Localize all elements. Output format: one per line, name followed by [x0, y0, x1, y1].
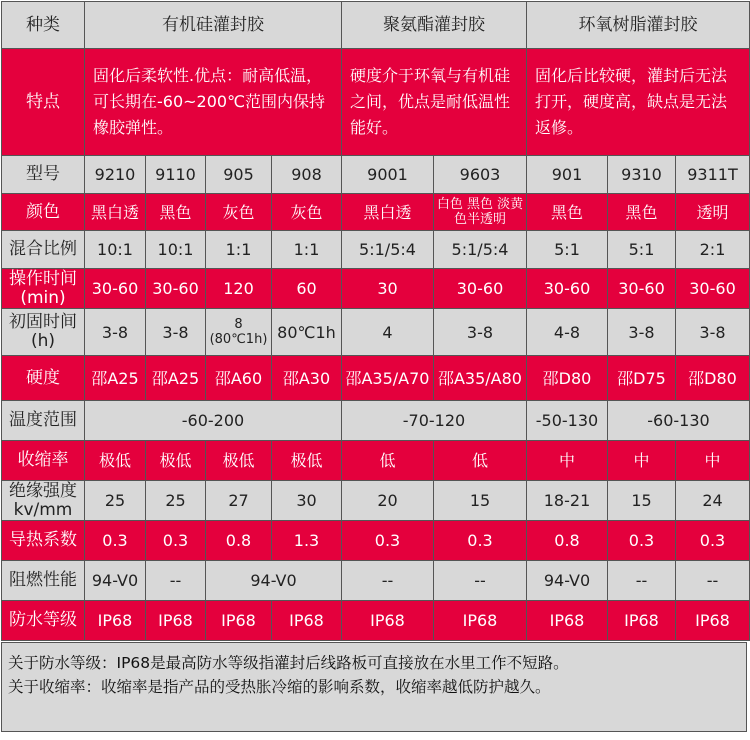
cell: IP68: [527, 601, 608, 641]
cell: -50-130: [527, 401, 608, 441]
cell: 邵D75: [608, 356, 676, 401]
cell: IP68: [434, 601, 527, 641]
cell: 3-8: [676, 309, 750, 356]
cell: 5:1: [527, 231, 608, 269]
cell: 4-8: [527, 309, 608, 356]
feature-cell: 硬度介于环氧与有机硅之间，优点是耐低温性能好。: [342, 49, 527, 156]
label-text: 收缩率: [17, 450, 69, 470]
shrink-row: [2, 441, 750, 481]
row-label: 种类: [2, 2, 85, 49]
cell: IP68: [85, 601, 146, 641]
cell: 10:1: [146, 231, 206, 269]
cell: 30: [342, 269, 434, 309]
cell: 30-60: [146, 269, 206, 309]
cell: 905: [206, 156, 272, 194]
cell: 5:1/5:4: [434, 231, 527, 269]
unit-text: kv/mm: [13, 499, 73, 520]
waterproof-row: [2, 601, 750, 641]
cell: IP68: [676, 601, 750, 641]
row-label: [2, 441, 85, 481]
row-label: [2, 194, 85, 231]
cell: --: [434, 561, 527, 601]
cell: 3-8: [608, 309, 676, 356]
cell: 3-8: [85, 309, 146, 356]
group-silicone: 有机硅灌封胶: [85, 2, 342, 49]
cell: 9603: [434, 156, 527, 194]
cell: 极低: [146, 441, 206, 481]
row-label: [2, 156, 85, 194]
cell: 中: [676, 441, 750, 481]
cell: 黑白透: [85, 194, 146, 231]
cell: 0.3: [85, 521, 146, 561]
cell: 白色 黑色 淡黄色半透明: [434, 194, 527, 231]
cell: 透明: [676, 194, 750, 231]
cell: 1:1: [206, 231, 272, 269]
cell: 60: [272, 269, 342, 309]
header-row: [2, 2, 750, 49]
row-label: [2, 481, 85, 521]
cell: 邵A35/A70: [342, 356, 434, 401]
note-waterproof: 关于防水等级：IP68是最高防水等级指灌封后线路板可直接放在水里工作不短路。: [8, 654, 569, 672]
cell: 94-V0: [85, 561, 146, 601]
cell: -60-130: [608, 401, 750, 441]
row-label: [2, 601, 85, 641]
optime-row: [2, 269, 750, 309]
label-text: 混合比例: [9, 239, 77, 259]
cell: 18-21: [527, 481, 608, 521]
cell: -60-200: [85, 401, 342, 441]
cell: 120: [206, 269, 272, 309]
cell: 10:1: [85, 231, 146, 269]
cell: 灰色: [272, 194, 342, 231]
cell: 27: [206, 481, 272, 521]
cell: 黑色: [527, 194, 608, 231]
cell: 0.8: [206, 521, 272, 561]
cell: 黑色: [608, 194, 676, 231]
label-text: 颜色: [26, 201, 60, 222]
cell: IP68: [342, 601, 434, 641]
cell: --: [146, 561, 206, 601]
cell: 中: [608, 441, 676, 481]
cell: 30-60: [527, 269, 608, 309]
cell: 灰色: [206, 194, 272, 231]
group-polyurethane: 聚氨酯灌封胶: [342, 2, 527, 49]
cell: 9311T: [676, 156, 750, 194]
label-text: 导热系数: [9, 530, 77, 550]
cell: 邵A30: [272, 356, 342, 401]
flame-row: [2, 561, 750, 601]
cell: IP68: [206, 601, 272, 641]
cell: 30-60: [608, 269, 676, 309]
temp-row: [2, 401, 750, 441]
cell: 低: [434, 441, 527, 481]
label-text: 硬度: [26, 367, 60, 388]
cell: 30-60: [676, 269, 750, 309]
cell: -70-120: [342, 401, 527, 441]
thermal-row: [2, 521, 750, 561]
cell: 极低: [85, 441, 146, 481]
insulation-row: [2, 481, 750, 521]
cell: 邵A25: [85, 356, 146, 401]
cell: 9310: [608, 156, 676, 194]
cell: 0.8: [527, 521, 608, 561]
cell: 低: [342, 441, 434, 481]
cell: IP68: [272, 601, 342, 641]
cell: 30-60: [434, 269, 527, 309]
group-epoxy: 环氧树脂灌封胶: [527, 2, 750, 49]
row-label: [2, 521, 85, 561]
cell: 94-V0: [527, 561, 608, 601]
unit-text: (h): [30, 331, 56, 351]
cell: 9210: [85, 156, 146, 194]
label-text: 绝缘强度: [9, 480, 77, 501]
cell: 邵D80: [676, 356, 750, 401]
cell: 邵A60: [206, 356, 272, 401]
cell: 15: [608, 481, 676, 521]
row-label: 特点: [2, 49, 85, 156]
note-shrinkage: 关于收缩率：收缩率是指产品的受热胀冷缩的影响系数，收缩率越低防护越久。: [8, 678, 551, 696]
cell: 0.3: [608, 521, 676, 561]
label-text: 操作时间: [9, 268, 77, 289]
cell: 15: [434, 481, 527, 521]
cell: 3-8: [146, 309, 206, 356]
cell: 9110: [146, 156, 206, 194]
cell: 4: [342, 309, 434, 356]
cell: --: [608, 561, 676, 601]
cell: IP68: [146, 601, 206, 641]
unit-text: (min): [20, 287, 66, 308]
label-text: 初固时间: [9, 312, 77, 332]
feature-cell: 固化后柔软性.优点：耐高低温，可长期在-60~200℃范围内保持橡胶弹性。: [85, 49, 342, 156]
cell: 0.3: [146, 521, 206, 561]
row-label: [2, 356, 85, 401]
potting-compound-spec-table: [1, 1, 750, 641]
cell: 30-60: [85, 269, 146, 309]
cure-row: [2, 309, 750, 356]
cell: 极低: [206, 441, 272, 481]
cell: 邵D80: [527, 356, 608, 401]
cell: 黑色: [146, 194, 206, 231]
cell: 黑白透: [342, 194, 434, 231]
cell: 80℃1h: [272, 309, 342, 356]
row-label: [2, 309, 85, 356]
cell: 极低: [272, 441, 342, 481]
row-label: 阻燃性能: [2, 561, 85, 601]
cell: 25: [146, 481, 206, 521]
cell: 0.3: [676, 521, 750, 561]
cell: 邵A25: [146, 356, 206, 401]
cell: --: [676, 561, 750, 601]
cell: 5:1/5:4: [342, 231, 434, 269]
cell: 中: [527, 441, 608, 481]
features-row: [2, 49, 750, 156]
label-text: 型号: [26, 164, 60, 184]
row-label: [2, 269, 85, 309]
cell: 1:1: [272, 231, 342, 269]
cell: 9001: [342, 156, 434, 194]
cell: 20: [342, 481, 434, 521]
cell: 8 (80℃1h): [206, 309, 272, 356]
hardness-row: [2, 356, 750, 401]
cell: 0.3: [342, 521, 434, 561]
row-label: 温度范围: [2, 401, 85, 441]
cell: 2:1: [676, 231, 750, 269]
cell: 0.3: [434, 521, 527, 561]
cell: 3-8: [434, 309, 527, 356]
cell: 94-V0: [206, 561, 342, 601]
cell: 邵A35/A80: [434, 356, 527, 401]
cell: 25: [85, 481, 146, 521]
ratio-row: [2, 231, 750, 269]
notes: [1, 642, 747, 732]
cell: 24: [676, 481, 750, 521]
cell: IP68: [608, 601, 676, 641]
color-row: [2, 194, 750, 231]
cell: 908: [272, 156, 342, 194]
cell: 5:1: [608, 231, 676, 269]
cell: 30: [272, 481, 342, 521]
row-label: [2, 231, 85, 269]
label-text: 防水等级: [9, 610, 77, 630]
model-row: [2, 156, 750, 194]
cell: --: [342, 561, 434, 601]
feature-cell: 固化后比较硬，灌封后无法打开，硬度高，缺点是无法返修。: [527, 49, 750, 156]
cell: 1.3: [272, 521, 342, 561]
cell: 901: [527, 156, 608, 194]
